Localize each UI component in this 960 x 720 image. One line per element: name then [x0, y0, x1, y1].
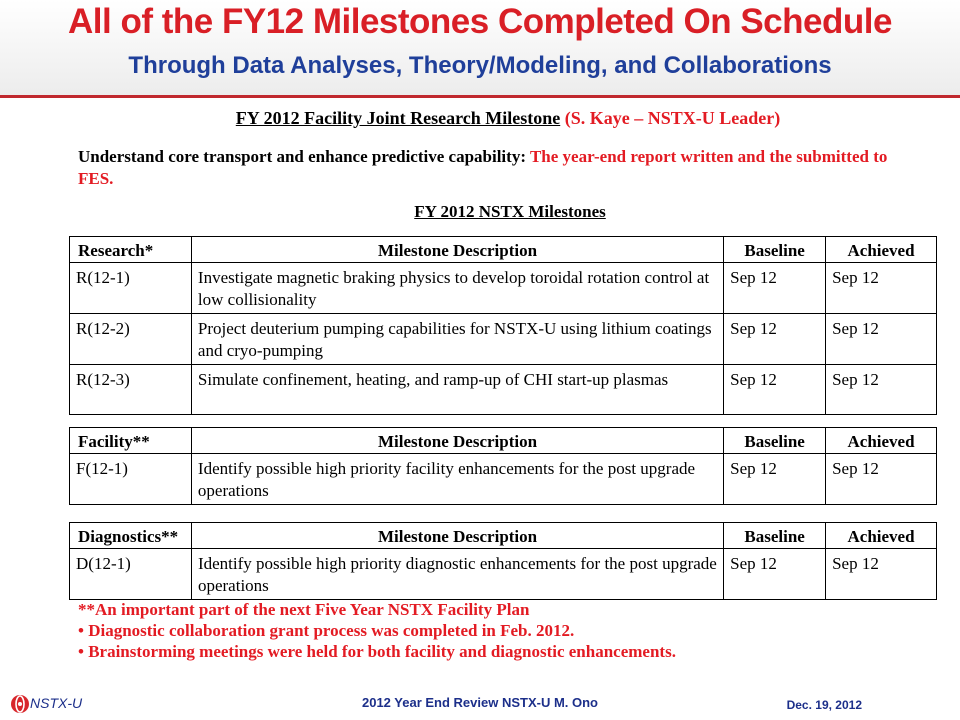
- milestone-baseline: Sep 12: [724, 263, 826, 314]
- footer-date: Dec. 19, 2012: [786, 698, 862, 712]
- note-line: • Brainstorming meetings were held for both facility and diagnostic enhancements.: [78, 642, 676, 661]
- milestone-baseline: Sep 12: [724, 314, 826, 365]
- milestone-achieved: Sep 12: [826, 454, 937, 505]
- table-header-row: [70, 428, 937, 454]
- table-row: [70, 549, 937, 600]
- table-row: [70, 454, 937, 505]
- achieved-header: Achieved: [826, 523, 937, 549]
- milestone-id: F(12-1): [70, 454, 192, 505]
- milestone-achieved: Sep 12: [826, 549, 937, 600]
- nstx-milestones-heading: FY 2012 NSTX Milestones: [414, 202, 606, 221]
- slide-header: [0, 0, 960, 96]
- achieved-header: Achieved: [826, 428, 937, 454]
- table-header-row: [70, 523, 937, 549]
- category-header: Facility**: [70, 428, 192, 454]
- logo-text: NSTX-U: [30, 695, 83, 711]
- table-row: [70, 314, 937, 365]
- statement-status: The year-end report written and the submitted to FES.: [78, 147, 888, 188]
- notes-block: [78, 599, 676, 662]
- note-line: **An important part of the next Five Year NSTX Facility Plan: [78, 600, 530, 619]
- achieved-header: Achieved: [826, 237, 937, 263]
- facility-milestone-heading: [0, 108, 960, 129]
- milestone-id: R(12-1): [70, 263, 192, 314]
- milestone-achieved: Sep 12: [826, 314, 937, 365]
- milestone-description: Identify possible high priority diagnostic enhancements for the post upgrade operations: [191, 549, 723, 600]
- milestone-id: R(12-2): [70, 314, 192, 365]
- facility-milestone-leader: (S. Kaye – NSTX-U Leader): [564, 108, 781, 128]
- baseline-header: Baseline: [724, 237, 826, 263]
- header-divider: [0, 95, 960, 98]
- milestone-id: D(12-1): [70, 549, 192, 600]
- table-row: [70, 365, 937, 415]
- facility-milestone-title: FY 2012 Facility Joint Research Milestone: [235, 108, 561, 128]
- category-header: Diagnostics**: [70, 523, 192, 549]
- description-header: Milestone Description: [191, 428, 723, 454]
- milestone-description: Investigate magnetic braking physics to develop toroidal rotation control at low collisionality: [191, 263, 723, 314]
- research-milestone-table: [69, 236, 937, 415]
- milestone-description: Project deuterium pumping capabilities for NSTX-U using lithium coatings and cryo-pumping: [191, 314, 723, 365]
- description-header: Milestone Description: [191, 523, 723, 549]
- table-row: [70, 263, 937, 314]
- slide-title: All of the FY12 Milestones Completed On Schedule: [68, 2, 892, 41]
- baseline-header: Baseline: [724, 523, 826, 549]
- milestone-description: Identify possible high priority facility enhancements for the post upgrade operations: [191, 454, 723, 505]
- slide-footer: [0, 690, 960, 720]
- baseline-header: Baseline: [724, 428, 826, 454]
- milestone-description: Simulate confinement, heating, and ramp-up of CHI start-up plasmas: [191, 365, 723, 415]
- milestone-baseline: Sep 12: [724, 454, 826, 505]
- facility-milestone-table: [69, 427, 937, 505]
- milestone-baseline: Sep 12: [724, 365, 826, 415]
- diagnostics-milestone-table: [69, 522, 937, 600]
- footer-center-text: 2012 Year End Review NSTX-U M. Ono: [361, 695, 598, 710]
- milestone-id: R(12-3): [70, 365, 192, 415]
- category-header: Research*: [70, 237, 192, 263]
- milestone-achieved: Sep 12: [826, 365, 937, 415]
- note-line: • Diagnostic collaboration grant process was completed in Feb. 2012.: [78, 621, 575, 640]
- milestone-baseline: Sep 12: [724, 549, 826, 600]
- facility-milestone-statement: [78, 146, 898, 190]
- description-header: Milestone Description: [191, 237, 723, 263]
- slide-subtitle: Through Data Analyses, Theory/Modeling, and Collaborations: [128, 52, 832, 79]
- milestone-achieved: Sep 12: [826, 263, 937, 314]
- statement-label: Understand core transport and enhance predictive capability:: [78, 147, 526, 166]
- table-header-row: [70, 237, 937, 263]
